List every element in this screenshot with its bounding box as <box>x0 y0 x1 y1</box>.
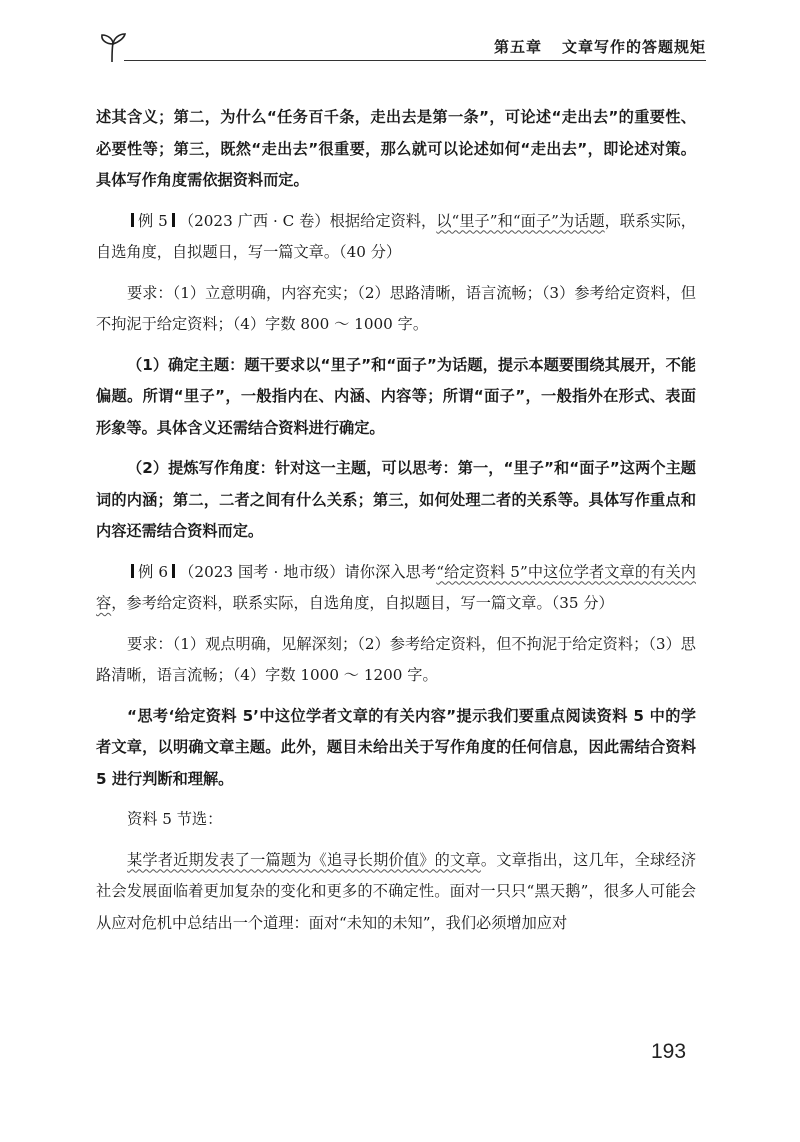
example-6-underlined-topic: “给定资料 5”中这位学者文章的有关内容 <box>96 562 696 612</box>
example-5-analysis-1: （1）确定主题：题干要求以“里子”和“面子”为话题，提示本题要围绕其展开，不能偏题。所谓“里子”，一般指内在、内涵、内容等；所谓“面子”，一般指外在形式、表面形象等。具体含义还需结合资料进行确定。 <box>96 355 696 437</box>
example-6-label: 例 6 <box>138 562 169 581</box>
running-header <box>96 30 706 70</box>
tag-bar-left <box>131 213 134 227</box>
example-5-requirements: 要求：（1）立意明确，内容充实；（2）思路清晰，语言流畅；（3）参考给定资料，但不拘泥于给定资料；（4）字数 800 ～ 1000 字。 <box>96 283 696 333</box>
example-5-question <box>96 206 696 269</box>
paragraph-continued: 述其含义；第二，为什么“任务百千条，走出去是第一条”，可论述“走出去”的重要性、必要性等；第三，既然“走出去”很重要，那么就可以论述如何“走出去”，即论述对策。具体写作角度需依据资料而定。 <box>96 108 696 189</box>
example-6-analysis: “思考‘给定资料 5’中这位学者文章的有关内容”提示我们要重点阅读资料 5 中的学者文章，以明确文章主题。此外，题目未给出关于写作角度的任何信息，因此需结合资料 5 进行判断和理解。 <box>96 706 696 788</box>
example-5-source: （2023 广西 · C 卷）根据给定资料， <box>178 211 437 230</box>
page-number: 193 <box>651 1040 687 1063</box>
example-6-instruction: ，参考给定资料，联系实际，自选角度，自拟题目，写一篇文章。（35 分） <box>111 594 614 612</box>
page-body <box>96 102 696 939</box>
tag-bar-left <box>131 564 134 578</box>
example-5-underlined-topic: 以“里子”和“面子”为话题 <box>436 211 605 230</box>
source-text: 。文章指出，这几年，全球经济社会发展面临着更加复杂的变化和更多的不确定性。面对一只只“黑天鹅”，很多人可能会从应对危机中总结出一个道理：面对“未知的未知”，我们必须增加应对 <box>96 850 697 932</box>
source-material-excerpt <box>96 845 696 940</box>
example-5-analysis-2: （2）提炼写作角度：针对这一主题，可以思考：第一，“里子”和“面子”这两个主题词的内涵；第二，二者之间有什么关系；第三，如何处理二者的关系等。具体写作重点和内容还需结合资料而定。 <box>96 459 696 540</box>
example-5-label: 例 5 <box>138 211 168 230</box>
tag-bar-right <box>172 564 175 578</box>
source-material-label: 资料 5 节选： <box>127 810 223 828</box>
tag-bar-right <box>172 213 175 227</box>
header-rule <box>124 60 706 61</box>
example-6-requirements: 要求：（1）观点明确，见解深刻；（2）参考给定资料，但不拘泥于给定资料；（3）思路清晰，语言流畅；（4）字数 1000 ～ 1200 字。 <box>96 634 696 684</box>
example-6-source: （2023 国考 · 地市级）请你深入思考 <box>179 562 437 581</box>
chapter-title: 文章写作的答题规矩 <box>561 38 706 56</box>
example-5-instruction: ，联系实际，自选角度，自拟题日，写一篇文章。（40 分） <box>96 211 696 261</box>
example-6-question <box>96 557 696 620</box>
chapter-number: 第五章 <box>493 38 542 56</box>
source-underlined-sentence: 某学者近期发表了一篇题为《追寻长期价值》的文章 <box>127 850 481 869</box>
chapter-heading <box>486 36 706 57</box>
